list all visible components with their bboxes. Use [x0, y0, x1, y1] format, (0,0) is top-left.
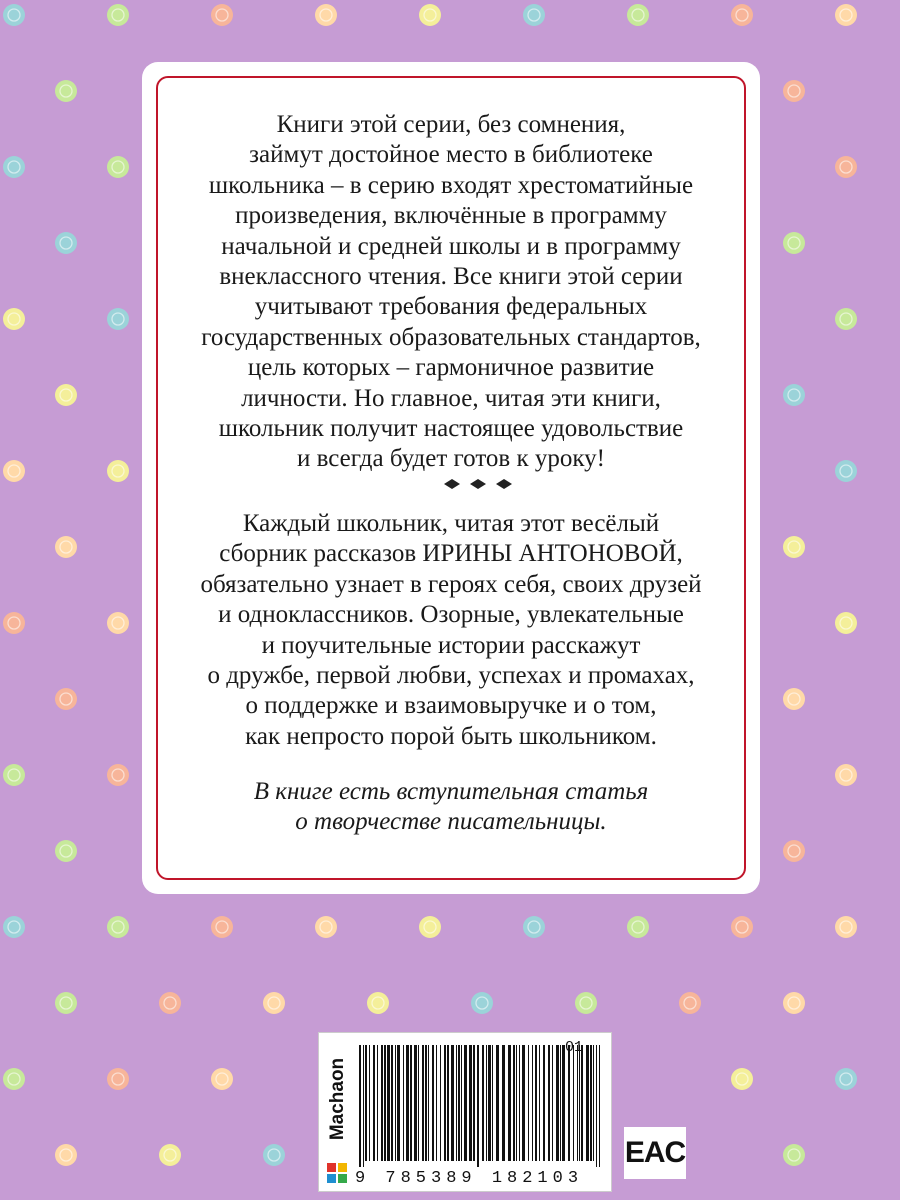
- barcode-bar: [543, 1045, 545, 1161]
- dot: [731, 1068, 753, 1090]
- barcode-bar: [428, 1045, 429, 1161]
- dot: [3, 460, 25, 482]
- barcode-bar: [482, 1045, 484, 1161]
- barcode-bar: [469, 1045, 472, 1161]
- barcode-bar: [516, 1045, 517, 1161]
- book-description: [168, 509, 734, 752]
- text-line: и поучительные истории расскажут: [261, 631, 641, 659]
- dot: [783, 992, 805, 1014]
- dot: [783, 1144, 805, 1166]
- dot: [783, 840, 805, 862]
- dot: [3, 764, 25, 786]
- text-line: как непросто порой быть школьником.: [245, 722, 657, 750]
- barcode-bar: [456, 1045, 457, 1161]
- dot: [3, 308, 25, 330]
- dot: [835, 1068, 857, 1090]
- barcode-bar: [573, 1045, 574, 1161]
- barcode-block: [318, 1032, 612, 1192]
- barcode-bar: [556, 1045, 559, 1161]
- dot: [3, 4, 25, 26]
- dot: [107, 4, 129, 26]
- text-line: о поддержке и взаимовыручке и о том,: [245, 692, 657, 720]
- dot: [783, 688, 805, 710]
- barcode-bar: [596, 1045, 597, 1167]
- dot: [419, 4, 441, 26]
- barcode-bar: [528, 1045, 529, 1161]
- barcode-bar: [532, 1045, 533, 1161]
- dot: [3, 612, 25, 634]
- intro-note: [168, 777, 734, 838]
- barcode-bar: [560, 1045, 561, 1161]
- barcode-bar: [397, 1045, 400, 1161]
- text-line: и одноклассников. Озорные, увлекательные: [218, 601, 684, 629]
- text-line: и всегда будет готов к уроку!: [296, 445, 605, 473]
- dot: [107, 916, 129, 938]
- barcode-bar: [488, 1045, 491, 1161]
- barcode-bar: [519, 1045, 520, 1161]
- text-line: школьника – в серию входят хрестоматийные: [208, 171, 694, 199]
- barcode-bar: [562, 1045, 565, 1161]
- text-line: учитывают требования федеральных: [254, 293, 648, 321]
- text-line: сборник рассказов ИРИНЫ АНТОНОВОЙ,: [219, 540, 683, 568]
- text-line: обязательно узнает в героях себя, своих друзей: [200, 570, 702, 598]
- dot: [263, 1144, 285, 1166]
- text-line: займут достойное место в библиотеке: [249, 141, 653, 169]
- text-line: о творчестве писательницы.: [295, 808, 607, 836]
- barcode: [319, 1033, 611, 1191]
- dot: [731, 4, 753, 26]
- dot: [3, 156, 25, 178]
- dot: [107, 1068, 129, 1090]
- barcode-bar: [492, 1045, 493, 1161]
- barcode-bar: [410, 1045, 412, 1161]
- barcode-bar: [359, 1045, 361, 1167]
- barcode-bar: [539, 1045, 540, 1161]
- dot: [107, 764, 129, 786]
- dot: [107, 460, 129, 482]
- text-line: В книге есть вступительная статья: [253, 778, 649, 805]
- dot: [55, 688, 77, 710]
- barcode-bar: [377, 1045, 378, 1161]
- publisher-mark-icon: [325, 1161, 349, 1185]
- barcode-bar: [502, 1045, 505, 1161]
- dot: [783, 384, 805, 406]
- barcode-bar: [447, 1045, 449, 1161]
- barcode-bar: [599, 1045, 600, 1167]
- dot: [107, 612, 129, 634]
- barcode-code: 01: [565, 1039, 584, 1056]
- text-line: произведения, включённые в программу: [235, 202, 667, 230]
- dot: [367, 992, 389, 1014]
- barcode-bar: [477, 1045, 479, 1167]
- barcode-bar: [513, 1045, 515, 1161]
- dot: [835, 460, 857, 482]
- text-line: о дружбе, первой любви, успехах и промахах,: [207, 662, 695, 690]
- barcode-bar: [535, 1045, 537, 1161]
- dot: [783, 80, 805, 102]
- barcode-bar: [395, 1045, 396, 1161]
- dot: [159, 992, 181, 1014]
- dot: [783, 232, 805, 254]
- diamond-ornament-icon: [438, 476, 518, 492]
- publisher-name: Machaon: [327, 1057, 348, 1140]
- dot: [419, 916, 441, 938]
- barcode-bar: [464, 1045, 467, 1161]
- text-line: школьник получит настоящее удовольствие: [218, 415, 684, 443]
- barcode-bar: [486, 1045, 487, 1161]
- barcode-bar: [418, 1045, 419, 1161]
- barcode-bar: [473, 1045, 475, 1161]
- dot: [55, 1144, 77, 1166]
- barcode-bar: [508, 1045, 511, 1161]
- barcode-bar: [522, 1045, 525, 1161]
- barcode-bar: [461, 1045, 462, 1161]
- barcode-bar: [373, 1045, 375, 1161]
- dot: [211, 4, 233, 26]
- barcode-bar: [436, 1045, 437, 1161]
- barcode-bar: [579, 1045, 580, 1161]
- barcode-bar: [444, 1045, 446, 1161]
- dot: [679, 992, 701, 1014]
- barcode-bar: [432, 1045, 434, 1161]
- barcode-bar: [590, 1045, 592, 1161]
- barcode-bar: [363, 1045, 364, 1167]
- barcode-bar: [387, 1045, 390, 1161]
- dot: [55, 536, 77, 558]
- barcode-bar: [568, 1045, 570, 1161]
- barcode-bar: [581, 1045, 583, 1161]
- text-line: Книги этой серии, без сомнения,: [276, 111, 626, 138]
- dot: [523, 916, 545, 938]
- publisher-logo: [323, 1041, 353, 1156]
- dot: [835, 308, 857, 330]
- text-line: внеклассного чтения. Все книги этой серии: [219, 263, 683, 291]
- barcode-bar: [369, 1045, 370, 1161]
- barcode-bar: [552, 1045, 553, 1161]
- dot: [835, 156, 857, 178]
- dot: [159, 1144, 181, 1166]
- dot: [315, 4, 337, 26]
- text-line: Каждый школьник, читая этот весёлый: [242, 510, 660, 537]
- dot: [3, 1068, 25, 1090]
- barcode-bar: [414, 1045, 417, 1161]
- text-line: личности. Но главное, читая эти книги,: [241, 384, 661, 412]
- dot: [263, 992, 285, 1014]
- series-description: [168, 110, 734, 475]
- dot: [835, 4, 857, 26]
- barcode-bar: [577, 1045, 578, 1161]
- dot: [3, 916, 25, 938]
- dot: [835, 764, 857, 786]
- dot: [107, 156, 129, 178]
- blurb-panel: [148, 68, 754, 888]
- dot: [55, 384, 77, 406]
- dot: [523, 4, 545, 26]
- barcode-bar: [403, 1045, 404, 1161]
- text-line: начальной и средней школы и в программу: [221, 232, 681, 260]
- eac-mark-text: EAC: [624, 1136, 686, 1169]
- barcode-bar: [548, 1045, 550, 1161]
- dot: [627, 4, 649, 26]
- barcode-bar: [425, 1045, 427, 1161]
- barcode-bar: [496, 1045, 499, 1161]
- dot: [315, 916, 337, 938]
- text-line: цель которых – гармоничное развитие: [247, 354, 655, 382]
- dot: [835, 612, 857, 634]
- barcode-bar: [458, 1045, 460, 1161]
- barcode-bar: [451, 1045, 454, 1161]
- text-line: государственных образовательных стандартов,: [201, 323, 701, 351]
- dot: [783, 536, 805, 558]
- barcode-bar: [422, 1045, 424, 1161]
- dot: [471, 992, 493, 1014]
- isbn-digits: 9 785389 182103: [355, 1169, 584, 1188]
- dot: [575, 992, 597, 1014]
- barcode-bar: [381, 1045, 383, 1161]
- dot: [627, 916, 649, 938]
- dot: [731, 916, 753, 938]
- dot: [211, 1068, 233, 1090]
- barcode-bar: [391, 1045, 393, 1161]
- barcode-bar: [586, 1045, 589, 1161]
- barcode-bar: [440, 1045, 441, 1161]
- dot: [55, 80, 77, 102]
- dot: [211, 916, 233, 938]
- dot: [107, 308, 129, 330]
- barcode-bar: [365, 1045, 367, 1161]
- dot: [835, 916, 857, 938]
- barcode-bar: [593, 1045, 594, 1161]
- eac-mark: [624, 1127, 686, 1179]
- dot: [55, 840, 77, 862]
- dot: [55, 232, 77, 254]
- barcode-bar: [384, 1045, 386, 1161]
- barcode-bar: [406, 1045, 409, 1161]
- dot: [55, 992, 77, 1014]
